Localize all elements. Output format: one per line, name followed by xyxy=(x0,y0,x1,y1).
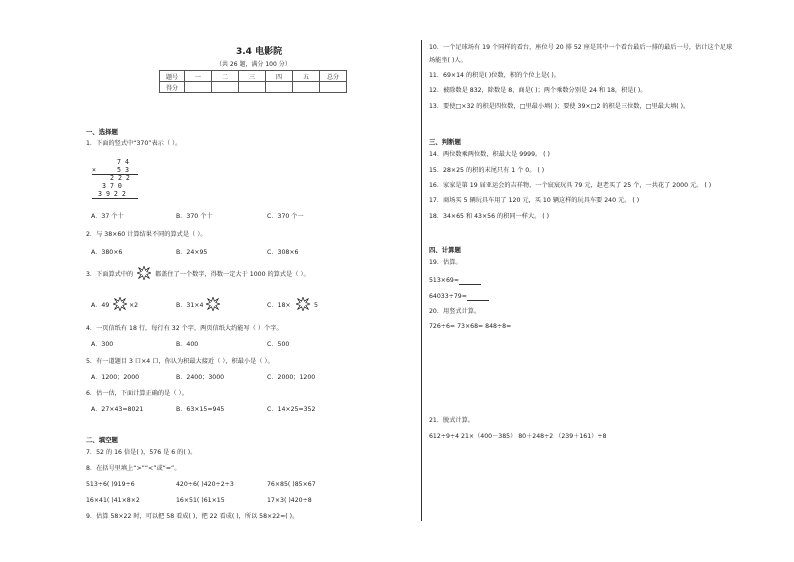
vertical-calc-items: 726÷6= 73×68= 848÷8= xyxy=(429,323,512,330)
score-cell: 一 xyxy=(185,71,212,82)
vertical-multiplication xyxy=(92,158,152,198)
q1-option-a[interactable]: A．37 个十 xyxy=(91,213,124,220)
times-sign: × xyxy=(92,166,96,174)
calc-line xyxy=(92,198,138,199)
score-cell: 题号 xyxy=(160,71,185,82)
question-6: 6．估一估，下面计算正确的是（ ）。 xyxy=(86,390,188,397)
burst-icon xyxy=(137,266,151,280)
q2-option-a[interactable]: A．380×6 xyxy=(91,249,123,256)
score-cell: 总分 xyxy=(320,71,347,82)
score-cell: 二 xyxy=(212,71,239,82)
q8-item: 420÷6( )420÷2÷3 xyxy=(176,481,234,488)
q3-option-a[interactable]: A．49 xyxy=(91,302,110,309)
q5-option-c[interactable]: C．2000；1200 xyxy=(267,374,316,381)
calc-row: 3 9 2 2 xyxy=(98,190,126,198)
q6-option-b[interactable]: B．63×15=945 xyxy=(176,406,225,413)
question-3-suffix: 都盖住了一个数字，得数一定大于 1000 的算式是（ ）。 xyxy=(155,271,310,278)
section-heading-calc: 四、计算题 xyxy=(429,246,461,254)
section-heading-judge: 三、判断题 xyxy=(429,138,461,146)
question-11: 11．69×14 的积是( )位数，积的个位上是( )。 xyxy=(429,72,560,79)
section-heading-fill: 二、填空题 xyxy=(86,436,118,444)
column-divider xyxy=(421,40,422,521)
question-10-line2: 场能坐( )人。 xyxy=(429,57,467,64)
question-10-line1: 10．一个足球场有 19 个同样的看台，座位号 20 排 52 座是其中一个看台最后一排的最后一号，估计这个足球 xyxy=(429,44,733,51)
q4-option-b[interactable]: B．400 xyxy=(176,341,199,348)
score-table xyxy=(159,70,347,93)
answer-blank[interactable] xyxy=(459,278,481,285)
q3-option-a-tail: ×2 xyxy=(129,302,139,309)
question-8: 8．在括号里填上“>”“<”或“=”。 xyxy=(86,465,181,472)
calc-row: 7 4 xyxy=(117,158,129,166)
score-cell: 五 xyxy=(293,71,320,82)
score-cell: 得分 xyxy=(160,82,185,93)
question-13: 13．要使□×32 的积是四位数，□里最小填( )；要使 39×□2 的积是三位数，□里最大填( )。 xyxy=(429,103,690,110)
q5-option-a[interactable]: A．1200；2000 xyxy=(91,374,140,381)
q8-item: 513÷6( )919÷6 xyxy=(86,481,135,488)
q8-item: 16×51( )61×15 xyxy=(176,497,225,504)
estimate-expr: 64033÷79≈ xyxy=(429,293,467,300)
calc-row: 5 3 xyxy=(117,166,129,174)
score-input-cell[interactable] xyxy=(293,82,320,93)
section-heading-choice: 一、选择题 xyxy=(86,128,118,136)
page-subtitle: （共 26 题，满分 100 分） xyxy=(216,61,291,68)
question-5: 5．有一道题目 3 口×4 口，你认为积最大接近（ ），积最小是（ ）。 xyxy=(86,358,274,365)
question-17: 17．商场买 5 辆玩具车用了 120 元，买 10 辆这样的玩具车要 240 元。 ( ) xyxy=(429,197,640,204)
estimate-item-2 xyxy=(429,293,489,301)
estimate-item-1 xyxy=(429,277,481,285)
q1-option-c[interactable]: C．370 个一 xyxy=(267,213,304,220)
question-9: 9．估算 58×22 时，可以把 58 看成( )，把 22 看成( )，所以 58×22≈( )。 xyxy=(86,513,299,520)
q4-option-c[interactable]: C．500 xyxy=(267,341,290,348)
q2-option-b[interactable]: B．24×95 xyxy=(176,249,208,256)
q8-item: 16×41( )41×8×2 xyxy=(86,497,140,504)
burst-icon xyxy=(113,297,127,311)
question-3-prefix: 3．下面算式中的 xyxy=(86,271,134,278)
q6-option-a[interactable]: A．27×43=8021 xyxy=(91,406,144,413)
q3-option-b[interactable]: B．31×4 xyxy=(176,302,204,309)
score-cell: 三 xyxy=(239,71,266,82)
q2-option-c[interactable]: C．308×6 xyxy=(267,249,299,256)
question-1: 1．下面的竖式中“370”表示（ ）。 xyxy=(86,140,182,147)
q3-option-c-tail: 5 xyxy=(314,302,318,309)
q3-option-c[interactable]: C．18× xyxy=(267,302,291,309)
score-input-cell[interactable] xyxy=(185,82,212,93)
score-input-cell[interactable] xyxy=(212,82,239,93)
q8-item: 76×85( )85×67 xyxy=(267,481,316,488)
calc-row: 3 7 0 xyxy=(102,182,122,190)
step-calc-items: 612÷9÷4 21×（400－385） 80＋248÷2 （239＋161）÷8 xyxy=(429,433,607,440)
question-19: 19．估算。 xyxy=(429,259,462,266)
q1-option-b[interactable]: B．370 个十 xyxy=(176,213,213,220)
question-12: 12．被除数是 832，除数是 8，商是( )；两个乘数分别是 24 和 18，积是( )。 xyxy=(429,87,647,94)
question-7: 7．52 的 16 倍是( )，576 是 6 的( )。 xyxy=(86,449,197,456)
question-14: 14．两位数乘两位数，积最大是 9999。 ( ) xyxy=(429,151,550,158)
score-cell: 四 xyxy=(266,71,293,82)
score-table-score-row xyxy=(160,82,347,93)
page-title: 3.4 电影院 xyxy=(236,47,283,57)
q8-item: 17×3( )420÷8 xyxy=(267,497,312,504)
calc-row: 2 2 2 xyxy=(110,174,130,182)
q4-option-a[interactable]: A．300 xyxy=(91,341,114,348)
question-18: 18．34×65 和 43×56 的积同一样大。 ( ) xyxy=(429,213,550,220)
burst-icon xyxy=(206,297,220,311)
question-21: 21．脱式计算。 xyxy=(429,417,474,424)
score-input-cell[interactable] xyxy=(320,82,347,93)
question-15: 15．28×25 的积的末尾只有 1 个 0。 ( ) xyxy=(429,167,545,174)
score-input-cell[interactable] xyxy=(266,82,293,93)
question-20: 20．用竖式计算。 xyxy=(429,308,481,315)
answer-blank[interactable] xyxy=(467,294,489,301)
estimate-expr: 513×69≈ xyxy=(429,277,460,284)
score-table-header-row xyxy=(160,71,347,82)
question-16: 16．家家是第 19 届亚运会的吉祥物，一个宸宸玩具 79 元，赵老买了 25 个，一共花了 2000 元。 ( ) xyxy=(429,182,712,189)
question-4: 4．一页信纸有 18 行，每行有 32 个字，两页信纸大约能写（ ）个字。 xyxy=(86,325,283,332)
burst-icon xyxy=(296,297,310,311)
q6-option-c[interactable]: C．14×25=352 xyxy=(267,406,316,413)
score-input-cell[interactable] xyxy=(239,82,266,93)
question-2: 2．与 38×60 计算结果不同的算式是（ ）。 xyxy=(86,231,207,238)
q5-option-b[interactable]: B．2400；3000 xyxy=(176,374,225,381)
